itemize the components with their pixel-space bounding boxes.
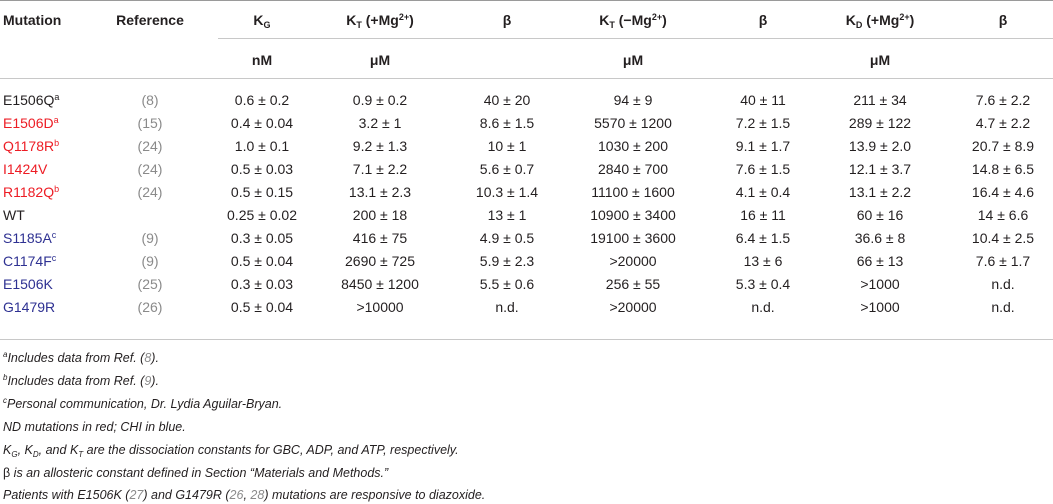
b3-cell: 16.4 ± 4.6 xyxy=(971,184,1035,200)
kg-cell: 0.6 ± 0.2 xyxy=(234,92,290,108)
b3-cell: 7.6 ± 2.2 xyxy=(975,92,1031,108)
kd-cell: >1000 xyxy=(860,276,900,292)
unit-kt-nomg: μM xyxy=(622,52,644,68)
b2-cell: 13 ± 6 xyxy=(743,253,783,269)
kd-cell: 36.6 ± 8 xyxy=(854,230,906,246)
b3-cell: n.d. xyxy=(991,299,1015,315)
mutation-cell: $Q1178R^b$ xyxy=(3,138,60,154)
kg-cell: 1.0 ± 0.1 xyxy=(234,138,290,154)
footnote-color-legend: ND mutations in red; CHI in blue. xyxy=(3,420,186,434)
kt2-cell: 256 ± 55 xyxy=(605,276,661,292)
kd-cell: 13.1 ± 2.2 xyxy=(848,184,912,200)
reference-cell: (9) xyxy=(141,253,159,269)
kt2-cell: 11100 ± 1600 xyxy=(591,184,675,200)
col-reference-header: Reference xyxy=(116,12,184,28)
kg-cell: 0.3 ± 0.05 xyxy=(230,230,294,246)
reference-cell: (15) xyxy=(137,115,163,131)
reference-cell: (24) xyxy=(137,184,163,200)
b2-cell: 40 ± 11 xyxy=(740,92,786,108)
b3-cell: 7.6 ± 1.7 xyxy=(975,253,1031,269)
b3-cell: 10.4 ± 2.5 xyxy=(971,230,1035,246)
kt1-cell: 0.9 ± 0.2 xyxy=(352,92,408,108)
footnote-diazoxide: Patients with E1506K (27) and G1479R (26, 28) mutations are responsive to diazoxide. xyxy=(3,488,486,502)
kt2-cell: >20000 xyxy=(609,299,657,315)
b3-cell: 14 ± 6.6 xyxy=(977,207,1029,223)
kt2-cell: 1030 ± 200 xyxy=(598,138,668,154)
b2-cell: 5.3 ± 0.4 xyxy=(735,276,791,292)
reference-cell: (26) xyxy=(137,299,163,315)
kd-cell: 211 ± 34 xyxy=(853,92,907,108)
b2-cell: 6.4 ± 1.5 xyxy=(735,230,791,246)
col-kg-header: $K_G$ xyxy=(253,12,271,30)
unit-kd: μM xyxy=(869,52,891,68)
kd-cell: 289 ± 122 xyxy=(848,115,912,131)
reference-cell: (9) xyxy=(141,230,159,246)
kt2-cell: 5570 ± 1200 xyxy=(594,115,672,131)
mutation-cell: G1479R xyxy=(3,299,56,315)
col-beta2-header: β xyxy=(758,12,768,28)
kt2-cell: 19100 ± 3600 xyxy=(590,230,676,246)
kg-cell: 0.5 ± 0.04 xyxy=(230,299,294,315)
kg-cell: 0.5 ± 0.15 xyxy=(230,184,294,200)
b2-cell: 7.6 ± 1.5 xyxy=(735,161,791,177)
b1-cell: 13 ± 1 xyxy=(487,207,527,223)
footnote-a: $^a$Includes data from Ref. (8). xyxy=(3,350,159,365)
units-rule xyxy=(0,78,1053,79)
mutation-cell: $R1182Q^b$ xyxy=(3,184,60,200)
b1-cell: 10.3 ± 1.4 xyxy=(475,184,539,200)
b3-cell: 20.7 ± 8.9 xyxy=(971,138,1035,154)
mutation-cell: $E1506Q^a$ xyxy=(3,92,60,108)
b1-cell: n.d. xyxy=(495,299,519,315)
kd-cell: 13.9 ± 2.0 xyxy=(848,138,912,154)
footnote-beta: β is an allosteric constant defined in Section “Materials and Methods.” xyxy=(3,466,389,480)
mutation-cell: $S1185A^c$ xyxy=(3,230,57,246)
col-kt-mg-header: $K_T$ $(+Mg^{2+})$ xyxy=(346,12,414,30)
b1-cell: 5.6 ± 0.7 xyxy=(479,161,535,177)
kt2-cell: 94 ± 9 xyxy=(613,92,653,108)
kt1-cell: 9.2 ± 1.3 xyxy=(352,138,408,154)
col-mutation-header: Mutation xyxy=(3,12,62,28)
col-beta3-header: β xyxy=(998,12,1008,28)
unit-kg: nM xyxy=(251,52,273,68)
kt1-cell: >10000 xyxy=(356,299,404,315)
mutation-cell: $E1506D^a$ xyxy=(3,115,59,131)
b2-cell: 16 ± 11 xyxy=(740,207,786,223)
kt2-cell: 2840 ± 700 xyxy=(598,161,668,177)
kd-cell: 60 ± 16 xyxy=(856,207,904,223)
kt1-cell: 200 ± 18 xyxy=(352,207,408,223)
unit-kt-mg: μM xyxy=(369,52,391,68)
b2-cell: n.d. xyxy=(751,299,775,315)
b2-cell: 7.2 ± 1.5 xyxy=(735,115,791,131)
col-kd-header: $K_D$ $(+Mg^{2+})$ xyxy=(845,12,915,30)
b2-cell: 9.1 ± 1.7 xyxy=(735,138,791,154)
kg-cell: 0.25 ± 0.02 xyxy=(227,207,297,223)
reference-cell: (24) xyxy=(137,138,163,154)
col-beta1-header: β xyxy=(502,12,512,28)
reference-cell: (8) xyxy=(141,92,159,108)
b1-cell: 5.9 ± 2.3 xyxy=(479,253,535,269)
b1-cell: 5.5 ± 0.6 xyxy=(479,276,535,292)
b1-cell: 40 ± 20 xyxy=(483,92,531,108)
b1-cell: 10 ± 1 xyxy=(487,138,527,154)
kt2-cell: 10900 ± 3400 xyxy=(590,207,676,223)
kt1-cell: 8450 ± 1200 xyxy=(341,276,419,292)
mutation-cell: I1424V xyxy=(3,161,48,177)
kt1-cell: 3.2 ± 1 xyxy=(358,115,402,131)
b1-cell: 4.9 ± 0.5 xyxy=(479,230,535,246)
table-top-rule xyxy=(0,0,1053,1)
b2-cell: 4.1 ± 0.4 xyxy=(735,184,791,200)
col-kt-nomg-header: $K_T$ $(-Mg^{2+})$ xyxy=(599,12,667,30)
kt1-cell: 7.1 ± 2.2 xyxy=(352,161,408,177)
kt1-cell: 2690 ± 725 xyxy=(345,253,415,269)
mutation-cell: E1506K xyxy=(3,276,53,292)
b3-cell: n.d. xyxy=(991,276,1015,292)
kg-cell: 0.4 ± 0.04 xyxy=(230,115,294,131)
b1-cell: 8.6 ± 1.5 xyxy=(479,115,535,131)
reference-cell: (24) xyxy=(137,161,163,177)
footnote-c: $^c$Personal communication, Dr. Lydia Aguilar-Bryan. xyxy=(3,396,283,411)
kt2-cell: >20000 xyxy=(609,253,657,269)
reference-cell: (25) xyxy=(137,276,163,292)
footnote-b: $^b$Includes data from Ref. (9). xyxy=(3,373,159,388)
kg-cell: 0.5 ± 0.04 xyxy=(230,253,294,269)
b3-cell: 14.8 ± 6.5 xyxy=(971,161,1035,177)
kg-cell: 0.3 ± 0.03 xyxy=(230,276,294,292)
header-rule xyxy=(218,38,1053,39)
table-bottom-rule xyxy=(0,339,1053,340)
mutation-cell: WT xyxy=(3,207,25,223)
kd-cell: 66 ± 13 xyxy=(856,253,904,269)
footnote-constants: $K_G$, $K_D$, and $K_T$ are the dissociation constants for GBC, ADP, and ATP, respectively. xyxy=(3,443,459,459)
mutation-cell: $C1174F^c$ xyxy=(3,253,57,269)
kt1-cell: 13.1 ± 2.3 xyxy=(348,184,412,200)
kd-cell: 12.1 ± 3.7 xyxy=(848,161,912,177)
kd-cell: >1000 xyxy=(860,299,900,315)
kt1-cell: 416 ± 75 xyxy=(352,230,408,246)
b3-cell: 4.7 ± 2.2 xyxy=(975,115,1031,131)
kg-cell: 0.5 ± 0.03 xyxy=(230,161,294,177)
